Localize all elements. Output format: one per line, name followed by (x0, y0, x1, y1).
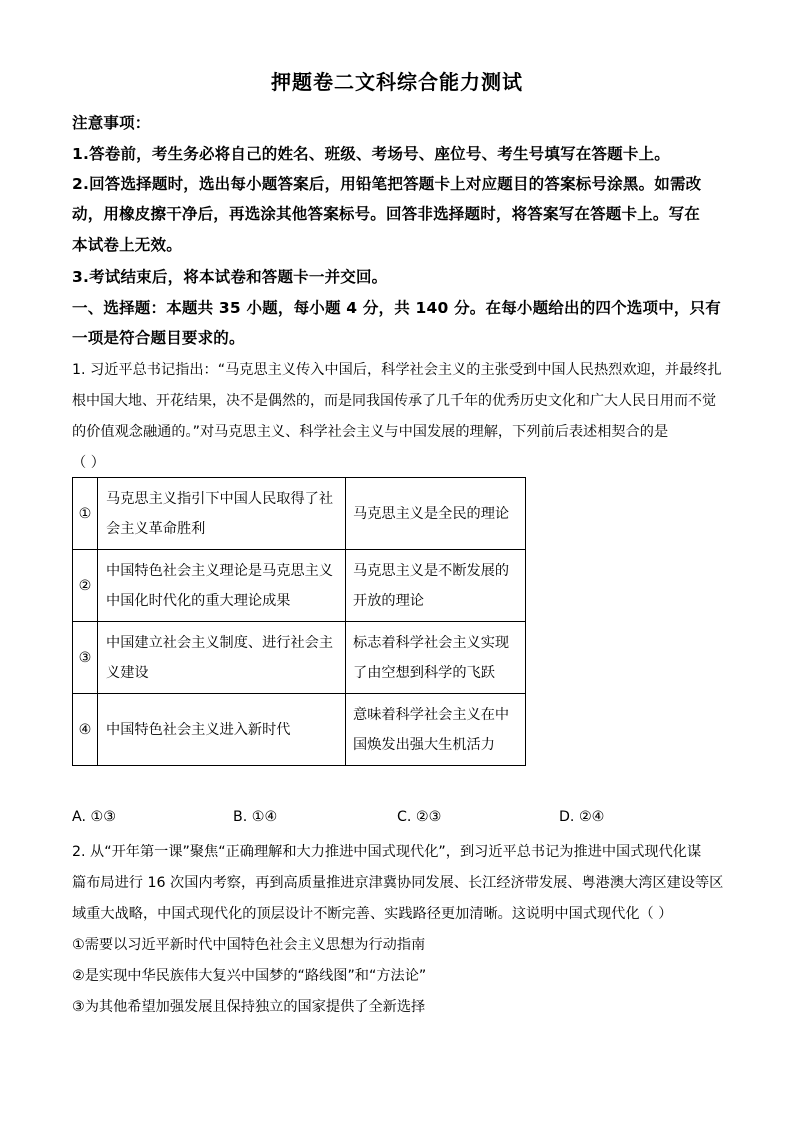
question-2-line-2: 篇布局进行 16 次国内考察，再到高质量推进京津冀协同发展、长江经济带发展、粤港澳大湾区建设等区 (72, 875, 724, 891)
notice-heading: 注意事项： (72, 114, 151, 132)
row-right-cell (346, 622, 526, 694)
row-right-cell (346, 478, 526, 550)
option-c: C. ②③ (397, 809, 442, 825)
question-2-statement-2: ②是实现中华民族伟大复兴中国梦的“路线图”和“方法论” (72, 968, 427, 984)
question-2-statement-1: ①需要以习近平新时代中国特色社会主义思想为行动指南 (72, 937, 426, 953)
notice-item-1: 1.答卷前，考生务必将自己的姓名、班级、考场号、座位号、考生号填写在答题卡上。 (72, 145, 670, 163)
row-left-cell (98, 694, 346, 766)
question-2-line-3: 域重大战略，中国式现代化的顶层设计不断完善、实践路径更加清晰。这说明中国式现代化（ ） (72, 906, 673, 922)
row-number: ② (73, 550, 98, 622)
cell-text: 中国化时代化的重大理论成果 (106, 592, 291, 609)
page-title: 押题卷二文科综合能力测试 (271, 70, 523, 94)
row-number: ① (73, 478, 98, 550)
table-row (73, 550, 526, 622)
row-right-cell (346, 550, 526, 622)
option-a: A. ①③ (72, 809, 116, 825)
table-row (73, 478, 526, 550)
notice-item-2-line-3: 本试卷上无效。 (72, 236, 182, 254)
cell-text: 开放的理论 (353, 592, 424, 609)
cell-text: 国焕发出强大生机活力 (353, 736, 495, 753)
question-1-line-2: 根中国大地、开花结果，决不是偶然的，而是同我国传承了几千年的优秀历史文化和广大人民日用而不觉 (72, 393, 716, 409)
question-1-answer-paren: （ ） (72, 455, 105, 471)
option-b: B. ①④ (233, 809, 278, 825)
option-d: D. ②④ (559, 809, 605, 825)
question-1-line-3: 的价值观念融通的。”对马克思主义、科学社会主义与中国发展的理解，下列前后表述相契合的是 (72, 424, 669, 440)
cell-text: 中国特色社会主义理论是马克思主义 (106, 562, 334, 579)
question-2-line-1: 2. 从“开年第一课”聚焦“正确理解和大力推进中国式现代化”，到习近平总书记为推进中国式现代化谋 (72, 844, 702, 860)
cell-text: 义建设 (106, 664, 149, 681)
section-heading-line-2: 一项是符合题目要求的。 (72, 329, 245, 347)
question-1-line-1: 1. 习近平总书记指出：“马克思主义传入中国后，科学社会主义的主张受到中国人民热烈欢迎，并最终扎 (72, 362, 722, 378)
row-number: ④ (73, 694, 98, 766)
notice-item-3: 3.考试结束后，将本试卷和答题卡一并交回。 (72, 268, 388, 286)
row-left-cell (98, 478, 346, 550)
cell-text: 马克思主义是全民的理论 (353, 505, 510, 522)
table-row (73, 622, 526, 694)
question-2-statement-3: ③为其他希望加强发展且保持独立的国家提供了全新选择 (72, 999, 426, 1015)
cell-text: 意味着科学社会主义在中 (353, 706, 510, 723)
cell-text: 中国建立社会主义制度、进行社会主 (106, 634, 334, 651)
cell-text: 马克思主义指引下中国人民取得了社 (106, 490, 334, 507)
cell-text: 了由空想到科学的飞跃 (353, 664, 495, 681)
section-heading-line-1: 一、选择题：本题共 35 小题，每小题 4 分，共 140 分。在每小题给出的四个选项中，只有 (72, 299, 721, 317)
cell-text: 马克思主义是不断发展的 (353, 562, 510, 579)
notice-item-2-line-2: 动，用橡皮擦干净后，再选涂其他答案标号。回答非选择题时，将答案写在答题卡上。写在 (72, 205, 701, 223)
row-number: ③ (73, 622, 98, 694)
row-left-cell (98, 550, 346, 622)
cell-text: 标志着科学社会主义实现 (353, 634, 510, 651)
row-right-cell (346, 694, 526, 766)
cell-text: 中国特色社会主义进入新时代 (106, 721, 291, 738)
question-1-table (72, 477, 526, 766)
row-left-cell (98, 622, 346, 694)
cell-text: 会主义革命胜利 (106, 520, 206, 537)
table-row (73, 694, 526, 766)
notice-item-2-line-1: 2.回答选择题时，选出每小题答案后，用铅笔把答题卡上对应题目的答案标号涂黑。如需改 (72, 175, 702, 193)
